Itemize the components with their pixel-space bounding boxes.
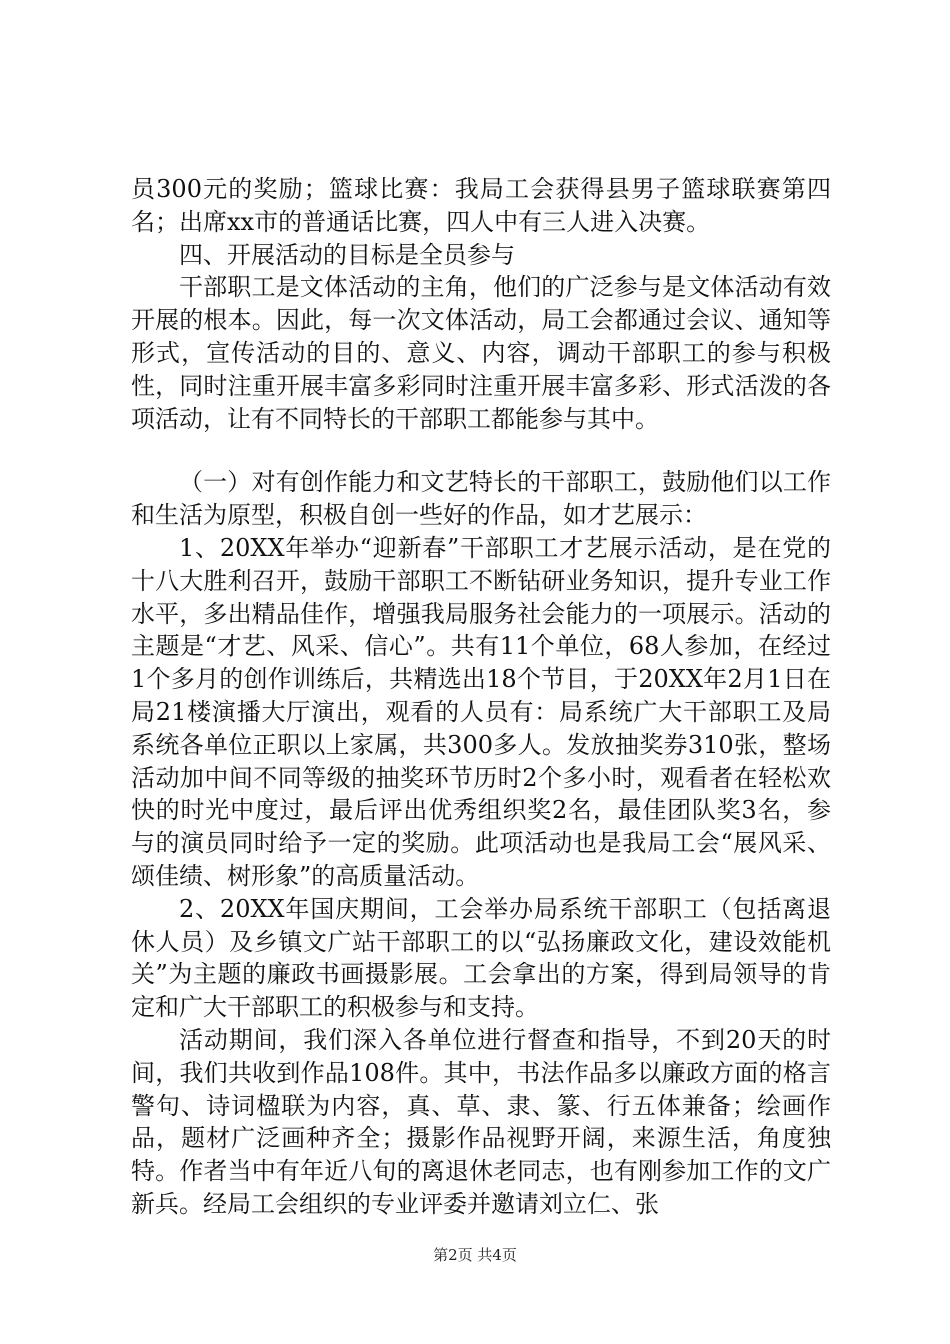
document-body bbox=[131, 173, 831, 1221]
section-heading: 四、开展活动的目标是全员参与 bbox=[179, 240, 515, 269]
subsection-heading: （一）对有创作能力和文艺特长的干部职工，鼓励他们以工作和生活为原型，积极自创一些好的作品，如才艺展示： bbox=[131, 468, 831, 530]
paragraph-gap bbox=[131, 435, 831, 466]
paragraph-activity: 活动期间，我们深入各单位进行督查和指导，不到20天的时间，我们共收到作品108件。其中，书法作品多以廉政方面的格言警句、诗词楹联为内容，真、草、隶、篆、行五体兼备；绘画作品，题材广泛画种齐全；摄影作品视野开阔，来源生活，角度独特。作者当中有年近八旬的离退休老同志，也有刚参加工作的文广新兵。经局工会组织的专业评委并邀请刘立仁、张 bbox=[131, 1025, 831, 1218]
paragraph-item-2: 2、20XX年国庆期间，工会举办局系统干部职工（包括离退休人员）及乡镇文广站干部职工的以“弘扬廉政文化，建设效能机关”为主题的廉政书画摄影展。工会拿出的方案，得到局领导的肯定和广大干部职工的积极参与和支持。 bbox=[131, 894, 831, 1022]
page-footer: 第2页 共4页 bbox=[433, 1246, 517, 1264]
paragraph-item-1: 1、20XX年举办“迎新春”干部职工才艺展示活动，是在党的十八大胜利召开，鼓励干部职工不断钻研业务知识，提升专业工作水平，多出精品佳作，增强我局服务社会能力的一项展示。活动的主题是“才艺、风采、信心”。共有11个单位，68人参加，在经过1个多月的创作训练后，共精选出18个节目，于20XX年2月1日在局21楼演播大厅演出，观看的人员有：局系统广大干部职工及局系统各单位正职以上家属，共300多人。发放抽奖券310张，整场活动加中间不同等级的抽奖环节历时2个多小时，观看者在轻松欢快的时光中度过，最后评出优秀组织奖2名，最佳团队奖3名，参与的演员同时给予一定的奖励。此项活动也是我局工会“展风采、颂佳绩、树形象”的高质量活动。 bbox=[131, 533, 831, 890]
paragraph-intro: 干部职工是文体活动的主角，他们的广泛参与是文体活动有效开展的根本。因此，每一次文体活动，局工会都通过会议、通知等形式，宣传活动的目的、意义、内容，调动干部职工的参与积极性，同时注重开展丰富多彩同时注重开展丰富多彩、形式活泼的各项活动，让有不同特长的干部职工都能参与其中。 bbox=[131, 273, 831, 433]
paragraph-continuation: 员300元的奖励；篮球比赛：我局工会获得县男子篮球联赛第四名；出席xx市的普通话比赛，四人中有三人进入决赛。 bbox=[131, 175, 831, 236]
